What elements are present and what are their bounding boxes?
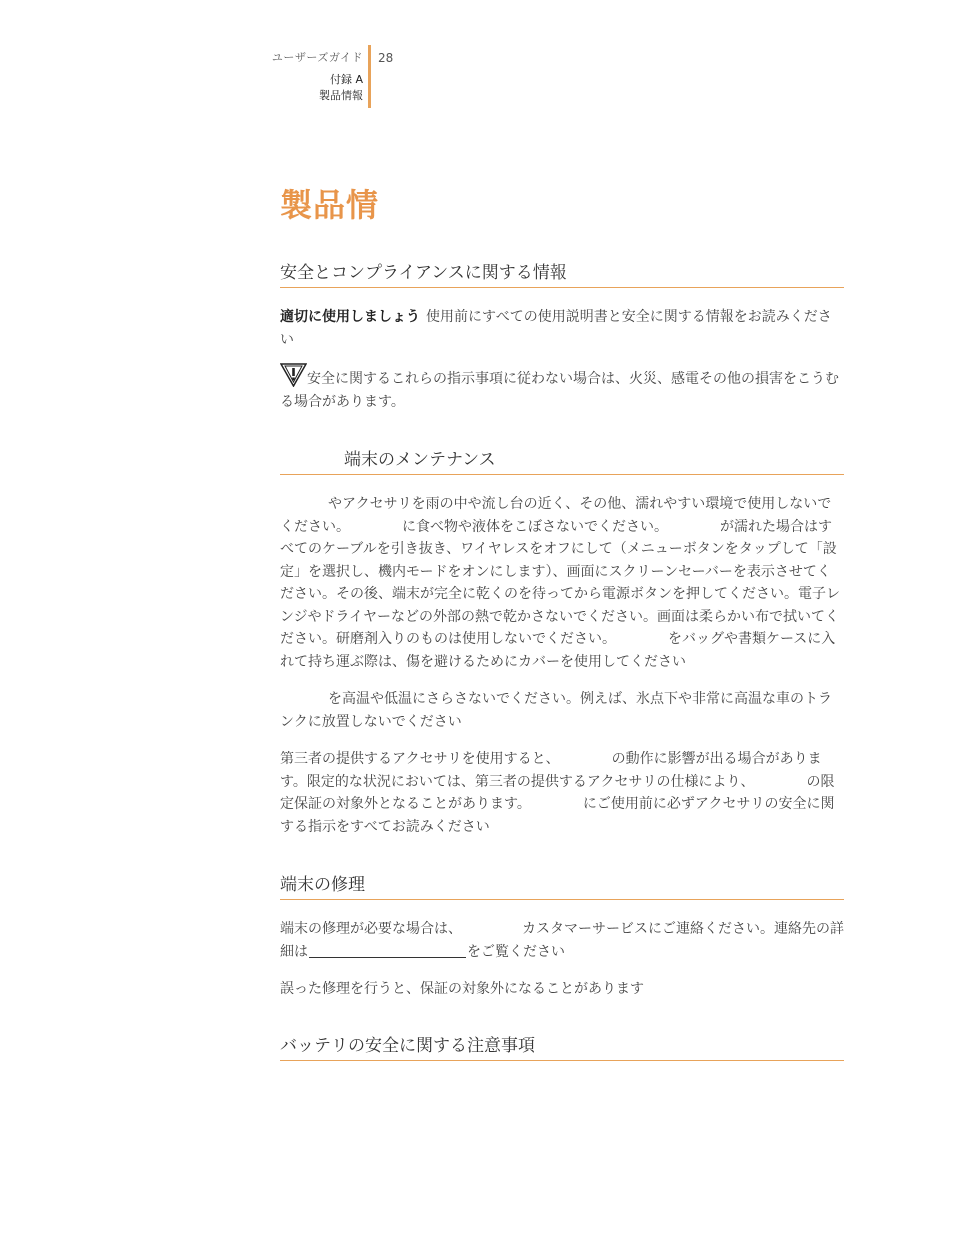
safety-lead: 適切に使用しましょう [280,309,420,325]
maintenance-heading [280,445,844,475]
battery-heading: バッテリの安全に関する注意事項 [280,1031,844,1061]
page-number: 28 [378,51,394,65]
guide-title: ユーザーズガイド [271,51,363,64]
appendix-label: 付録 A [329,73,363,86]
safety-intro-text: 使用前にすべての使用説明書と安全に関する情報をお読みください [280,309,832,348]
page-title: 製品情 [280,186,380,224]
section-label: 製品情報 [319,89,363,102]
safety-heading: 安全とコンプライアンスに関する情報 [280,258,844,288]
header-labels [250,50,363,104]
repair-heading: 端末の修理 [280,870,844,900]
maintenance-paragraph-2: を高温や低温にさらさないでください。例えば、氷点下や非常に高温な車のトランクに放置しないでください [280,691,832,730]
maintenance-paragraph-1: やアクセサリを雨の中や流し台の近く、その他、濡れやすい環境で使用しないでください。 に食べ物や液体をこぼさないでください。 が濡れた場合はすべてのケーブルを引き抜き、ワイヤレスをオフにして（メニューボタンをタップして「設定」を選択し、機内モードをオンにします）、画面にスクリーンセーバーを表示させてください。その後、端末が完全に乾くのを待ってから電源ボタンを押してください。電子レンジやドライヤーなどの外部の熱で乾かさないでください。画面は柔らかい布で拭いてください。研磨剤入りのものは使用しないでください。 をバッグや書類ケースに入れて持ち運ぶ際は、傷を避けるためにカバーを使用してください [280,496,840,670]
warning-icon [280,363,307,387]
safety-warning-text: 安全に関するこれらの指示事項に従わない場合は、火災、感電その他の損害をこうむる場合があります。 [280,371,839,410]
safety-intro [280,306,844,351]
repair-paragraph-1: 端末の修理が必要な場合は、 カスタマーサービスにご連絡ください。連絡先の詳細は をご覧ください [280,921,844,960]
repair-paragraph-2: 誤った修理を行うと、保証の対象外になることがあります [280,981,644,997]
header-divider [368,45,371,108]
contact-link[interactable] [309,945,466,958]
maintenance-paragraph-3: 第三者の提供するアクセサリを使用すると、 の動作に影響が出る場合があります。限定的な状況においては、第三者の提供するアクセサリの仕様により、 の限定保証の対象外となることがあります。 にご使用前に必ずアクセサリの安全に関する指示をすべてお読みください [280,751,835,835]
main-content [280,180,844,1061]
safety-warning [280,363,844,413]
maintenance-heading-text: 端末のメンテナンス [344,450,496,470]
